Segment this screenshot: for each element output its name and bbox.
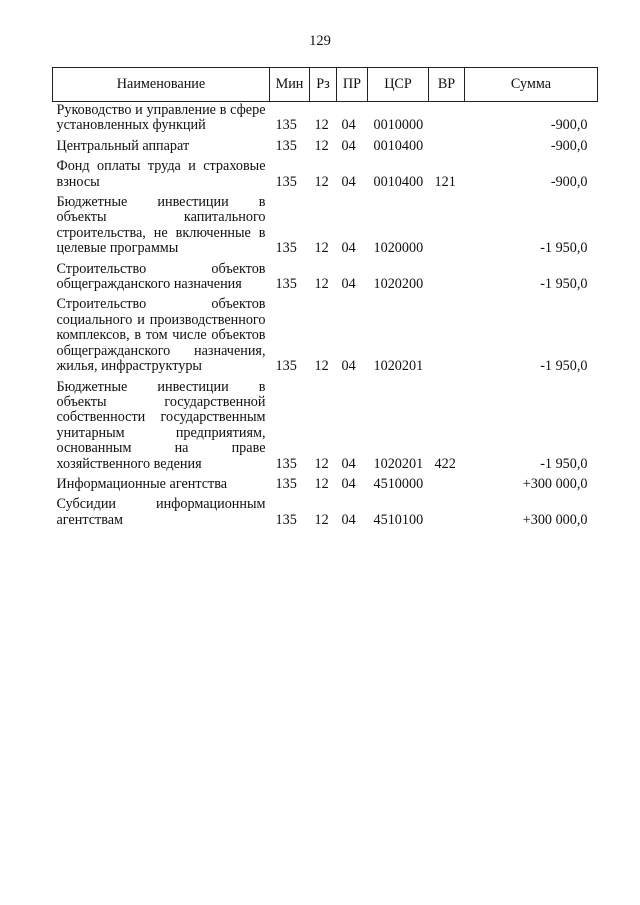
cell-rz: 12 xyxy=(314,117,329,134)
cell-min: 135 xyxy=(275,358,297,375)
table-row xyxy=(53,257,598,293)
cell-csr: 0010400 xyxy=(373,173,424,190)
cell-sum: -900,0 xyxy=(550,137,588,154)
header-csr: ЦСР xyxy=(368,68,429,102)
cell-vr: 422 xyxy=(434,455,456,472)
cell-min: 135 xyxy=(275,475,297,492)
cell-csr: 1020000 xyxy=(373,240,424,257)
cell-csr: 0010000 xyxy=(373,117,424,134)
cell-vr xyxy=(429,134,465,154)
cell-rz: 12 xyxy=(314,137,329,154)
table-row xyxy=(53,492,598,528)
cell-sum: +300 000,0 xyxy=(522,475,588,492)
cell-min: 135 xyxy=(275,240,297,257)
cell-min: 135 xyxy=(275,173,297,190)
cell-rz: 12 xyxy=(314,240,329,257)
cell-pr: 04 xyxy=(341,475,356,492)
cell-sum: -1 950,0 xyxy=(540,276,588,293)
cell-pr: 04 xyxy=(341,358,356,375)
cell-csr: 0010400 xyxy=(373,137,424,154)
cell-vr xyxy=(429,472,465,492)
page-number: 129 xyxy=(309,33,331,49)
cell-csr: 4510000 xyxy=(373,475,424,492)
budget-table xyxy=(52,67,598,528)
table-row xyxy=(53,190,598,257)
cell-rz: 12 xyxy=(314,455,329,472)
cell-sum: -1 950,0 xyxy=(540,240,588,257)
table-header xyxy=(53,68,598,102)
cell-name: Бюджетные инвестиции в объекты капитального строительства, не включенные в целевые программы xyxy=(56,194,266,257)
cell-rz: 12 xyxy=(314,358,329,375)
cell-pr: 04 xyxy=(341,455,356,472)
table-row xyxy=(53,134,598,154)
cell-name: Центральный аппарат xyxy=(56,137,190,154)
table-row xyxy=(53,154,598,190)
cell-pr: 04 xyxy=(341,173,356,190)
header-pr: ПР xyxy=(337,68,368,102)
cell-vr xyxy=(429,102,465,134)
cell-vr: 121 xyxy=(434,173,456,190)
cell-vr xyxy=(429,292,465,374)
table-row xyxy=(53,102,598,134)
header-name: Наименование xyxy=(53,68,270,102)
cell-name: Информационные агентства xyxy=(56,475,228,492)
cell-min: 135 xyxy=(275,511,297,528)
header-rz: Рз xyxy=(310,68,337,102)
cell-sum: -1 950,0 xyxy=(540,455,588,472)
cell-name: Строительство объектов общегражданского назначения xyxy=(56,260,266,293)
table-row xyxy=(53,375,598,472)
cell-sum: -900,0 xyxy=(550,173,588,190)
cell-vr xyxy=(429,257,465,293)
cell-csr: 1020200 xyxy=(373,276,424,293)
header-vr: ВР xyxy=(429,68,465,102)
cell-rz: 12 xyxy=(314,173,329,190)
cell-sum: +300 000,0 xyxy=(522,511,588,528)
cell-csr: 1020201 xyxy=(373,455,424,472)
cell-vr xyxy=(429,492,465,528)
cell-csr: 1020201 xyxy=(373,358,424,375)
cell-sum: -1 950,0 xyxy=(540,358,588,375)
cell-rz: 12 xyxy=(314,475,329,492)
cell-pr: 04 xyxy=(341,117,356,134)
cell-pr: 04 xyxy=(341,240,356,257)
header-sum: Сумма xyxy=(465,68,598,102)
header-min: Мин xyxy=(270,68,310,102)
cell-pr: 04 xyxy=(341,276,356,293)
cell-vr xyxy=(429,190,465,257)
cell-name: Бюджетные инвестиции в объекты государственной собственности государственным унитарным предприятиям, основанным на праве хозяйственного ведения xyxy=(56,378,266,472)
cell-sum: -900,0 xyxy=(550,117,588,134)
table-row xyxy=(53,472,598,492)
cell-pr: 04 xyxy=(341,137,356,154)
cell-min: 135 xyxy=(275,455,297,472)
cell-pr: 04 xyxy=(341,511,356,528)
cell-name: Руководство и управление в сфере установленных функций xyxy=(56,102,266,134)
cell-name: Фонд оплаты труда и страховые взносы xyxy=(56,158,266,190)
cell-rz: 12 xyxy=(314,511,329,528)
cell-min: 135 xyxy=(275,276,297,293)
table-body xyxy=(53,102,598,529)
cell-min: 135 xyxy=(275,137,297,154)
cell-min: 135 xyxy=(275,117,297,134)
cell-csr: 4510100 xyxy=(373,511,424,528)
cell-rz: 12 xyxy=(314,276,329,293)
cell-name: Субсидии информационным агентствам xyxy=(56,496,266,528)
cell-name: Строительство объектов социального и производственного комплексов, в том числе объектов общегражданского назначения, жилья, инфраструктуры xyxy=(56,296,266,375)
table-row xyxy=(53,292,598,374)
